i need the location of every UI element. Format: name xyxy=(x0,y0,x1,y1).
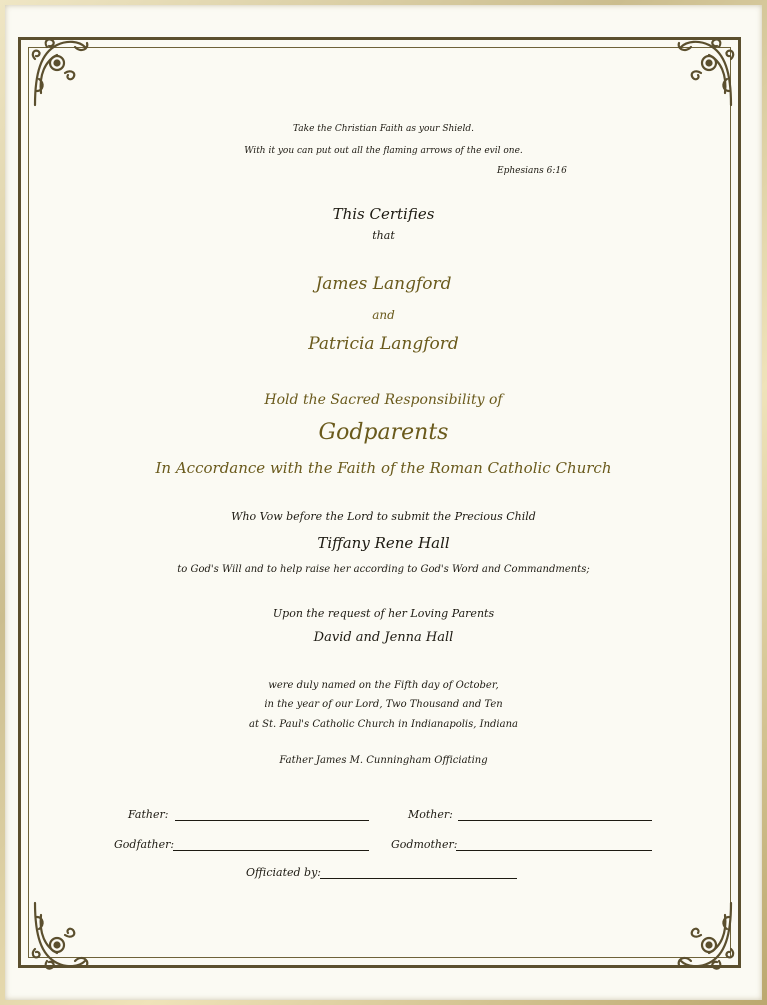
officiant-text: Father James M. Cunningham Officiating xyxy=(279,755,488,766)
gods-will-text: to God's Will and to help raise her according to God's Word and Commandments; xyxy=(177,564,590,575)
request-text: Upon the request of her Loving Parents xyxy=(272,607,495,620)
flourish-ornament-icon xyxy=(659,33,739,113)
vow-text: Who Vow before the Lord to submit the Precious Child xyxy=(231,510,536,523)
responsibility-text: Hold the Sacred Responsibility of xyxy=(264,392,503,408)
father-signature-line[interactable] xyxy=(175,820,369,821)
that-text: that xyxy=(372,229,395,242)
certificate-title: Godparents xyxy=(318,420,449,445)
flourish-ornament-icon xyxy=(27,33,107,113)
flourish-ornament-icon xyxy=(659,895,739,975)
godparent-name-1: James Langford xyxy=(315,274,452,294)
and-text: and xyxy=(372,308,395,322)
named-line-2: in the year of our Lord, Two Thousand and Ten xyxy=(264,699,503,710)
mother-label: Mother: xyxy=(408,808,453,821)
godfather-label: Godfather: xyxy=(114,838,175,851)
verse-line-1: Take the Christian Faith as your Shield. xyxy=(292,124,475,134)
child-name: Tiffany Rene Hall xyxy=(317,534,450,552)
father-label: Father: xyxy=(128,808,169,821)
verse-line-2: With it you can put out all the flaming arrows of the evil one. xyxy=(244,146,523,156)
godmother-signature-line[interactable] xyxy=(456,850,652,851)
accordance-text: In Accordance with the Faith of the Roman Catholic Church xyxy=(155,459,612,477)
godmother-label: Godmother: xyxy=(391,838,458,851)
certificate-heading: This Certifies xyxy=(332,205,435,223)
verse-reference: Ephesians 6:16 xyxy=(497,166,567,176)
godparent-name-2: Patricia Langford xyxy=(308,334,459,354)
officiated-by-signature-line[interactable] xyxy=(320,878,517,879)
parents-names: David and Jenna Hall xyxy=(313,630,454,645)
named-line-1: were duly named on the Fifth day of October, xyxy=(268,680,499,691)
inner-border xyxy=(28,47,731,958)
flourish-ornament-icon xyxy=(27,895,107,975)
officiated-by-label: Officiated by: xyxy=(246,866,321,879)
mother-signature-line[interactable] xyxy=(458,820,652,821)
named-line-3: at St. Paul's Catholic Church in Indianapolis, Indiana xyxy=(249,719,518,730)
godfather-signature-line[interactable] xyxy=(173,850,369,851)
